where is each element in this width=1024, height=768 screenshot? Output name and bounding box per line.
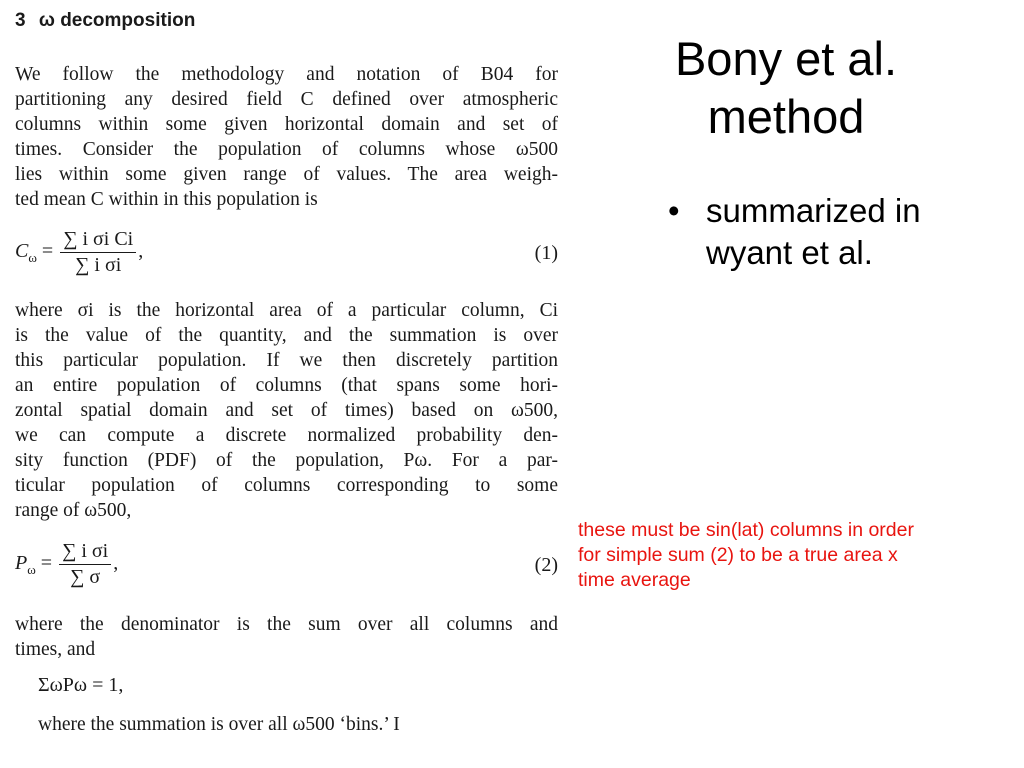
paragraph-2 xyxy=(15,298,558,523)
paragraph-3 xyxy=(15,612,558,662)
text-line: an entire population of columns (that spans some hori- xyxy=(15,375,558,396)
equation-1: $C_\omega$ = $\frac{\text{∑ i σi Ci}}{\text{∑ i σi}}$ , (1) xyxy=(15,228,558,276)
eq1-fraction xyxy=(60,228,136,277)
eq2-lhs-sub: ω xyxy=(27,562,36,578)
text-line: this particular population. If we then discretely partition xyxy=(15,350,558,371)
text-line: ted mean C within in this population is xyxy=(15,189,318,210)
eq1-number: (1) xyxy=(534,242,558,264)
eq2-number: (2) xyxy=(534,554,558,576)
text-line: range of ω500, xyxy=(15,500,132,521)
eq1-denominator: ∑ i σi xyxy=(75,254,122,276)
text-line: is the value of the quantity, and the summation is over xyxy=(15,325,558,346)
equation-3: ΣωPω = 1, xyxy=(38,674,124,696)
text-line: partitioning any desired field C defined over atmospheric xyxy=(15,89,558,110)
equation-2: $P_\omega$ = $\frac{\text{∑ i σi}}{\sum \sigma}$ , (2) xyxy=(15,540,558,588)
text-line: where the summation is over all ω500 ‘bins.’ I xyxy=(38,714,400,735)
paragraph-4 xyxy=(38,712,538,737)
text-line: where the denominator is the sum over all columns and xyxy=(15,614,558,635)
eq1-lhs: C xyxy=(15,240,29,263)
red-annotation: these must be sin(lat) columns in order for simple sum (2) to be a true area x time average xyxy=(578,519,914,591)
bullet-icon: • xyxy=(668,192,680,229)
text-line: columns within some given horizontal domain and set of xyxy=(15,114,558,135)
eq2-numerator: ∑ i σi xyxy=(59,540,111,565)
text-line: zontal spatial domain and set of times) based on ω500, xyxy=(15,400,558,421)
text-line: lies within some given range of values. The area weigh- xyxy=(15,164,558,185)
bullet-text: summarized in wyant et al. xyxy=(706,192,921,271)
text-line: sity function (PDF) of the population, Pω. For a par- xyxy=(15,450,558,471)
eq1-lhs-sub: ω xyxy=(28,250,37,266)
eq2-lhs: P xyxy=(15,552,28,575)
text-line: We follow the methodology and notation of B04 for xyxy=(15,64,558,85)
slide-title xyxy=(586,30,986,146)
section-title: ω decomposition xyxy=(38,10,196,31)
text-line: ticular population of columns corresponding to some xyxy=(15,475,558,496)
eq2-denominator: ∑ σ xyxy=(70,566,101,588)
slide-title-line-2: method xyxy=(707,90,865,143)
text-line: times, and xyxy=(15,639,96,660)
text-line: where σi is the horizontal area of a particular column, Ci xyxy=(15,300,558,321)
text-line: times. Consider the population of columns whose ω500 xyxy=(15,139,558,160)
paragraph-1 xyxy=(15,62,558,212)
text-line: we can compute a discrete normalized probability den- xyxy=(15,425,558,446)
eq2-fraction xyxy=(59,540,111,589)
section-heading xyxy=(15,10,195,32)
eq1-numerator: ∑ i σi Ci xyxy=(60,228,136,253)
slide-title-line-1: Bony et al. xyxy=(674,32,898,85)
section-number: 3 xyxy=(15,10,26,31)
